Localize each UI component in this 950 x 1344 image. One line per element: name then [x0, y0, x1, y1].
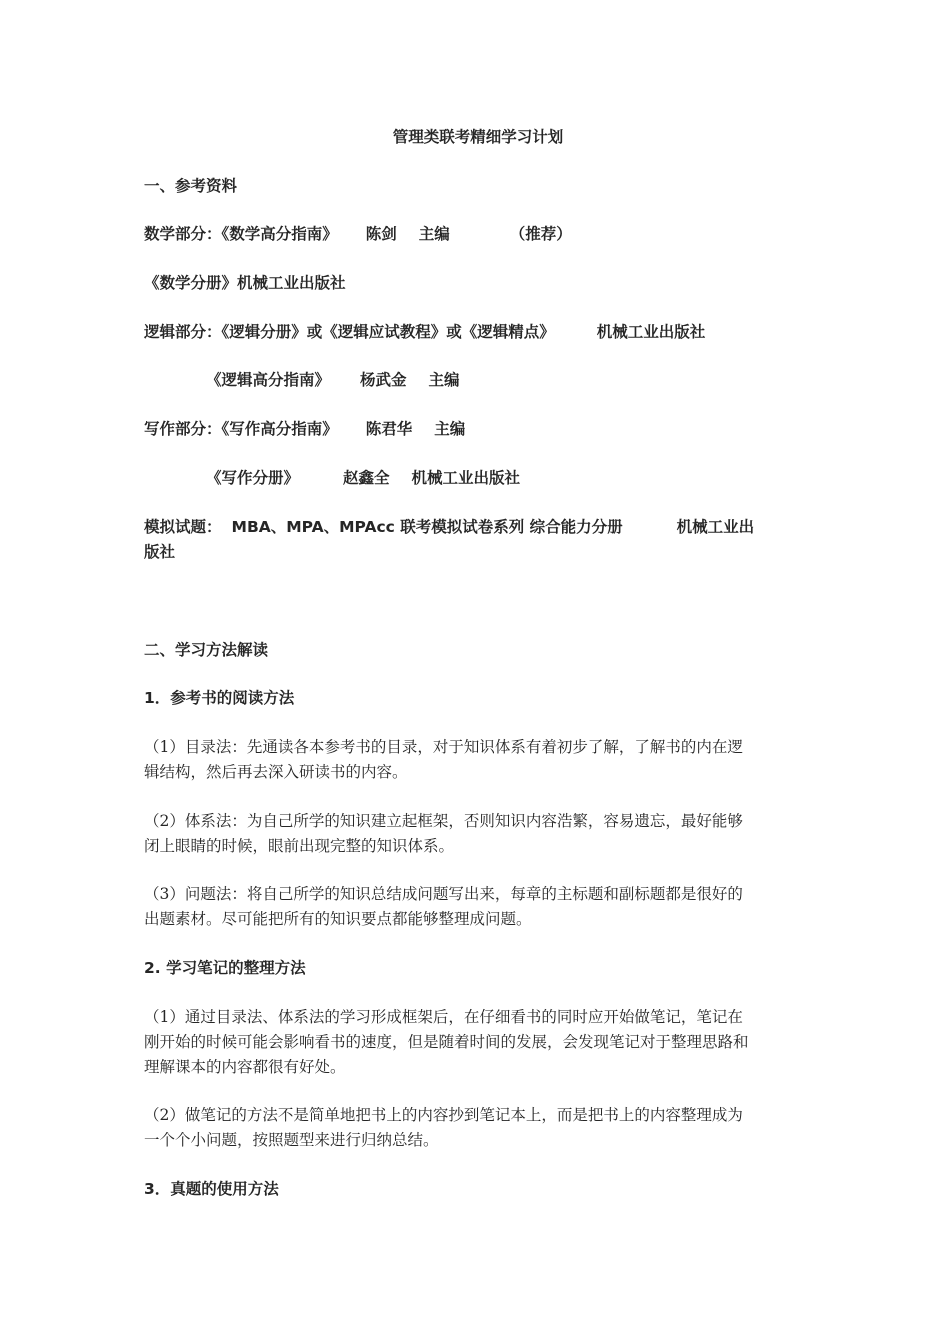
method-1-heading: 1．参考书的阅读方法	[144, 689, 295, 707]
writing-role: 主编	[434, 420, 466, 438]
section-heading-references: 一、参考资料	[144, 177, 238, 195]
mock-exam-line-2: 版社	[144, 543, 176, 561]
method-1-para-3-line-1: （3）问题法：将自己所学的知识总结成问题写出来，每章的主标题和副标题都是很好的	[144, 885, 743, 903]
method-2-para-2-line-2: 一个个小问题，按照题型来进行归纳总结。	[144, 1131, 439, 1149]
logic-books-label: 逻辑部分：《逻辑分册》或《逻辑应试教程》或《逻辑精点》	[144, 323, 555, 341]
writing-publisher-2: 机械工业出版社	[411, 469, 521, 487]
writing-author: 陈君华	[365, 420, 413, 438]
method-1-para-1-line-1: （1）目录法：先通读各本参考书的目录，对于知识体系有着初步了解，了解书的内在逻	[144, 738, 743, 756]
method-3-heading: 3．真题的使用方法	[144, 1180, 279, 1198]
math-role: 主编	[418, 225, 450, 243]
writing-references-line-2	[206, 466, 866, 491]
logic-references-line	[144, 320, 804, 345]
method-1-para-1-line-2: 辑结构，然后再去深入研读书的内容。	[144, 763, 408, 781]
mock-exam-series: MBA、MPA、MPAcc 联考模拟试卷系列 综合能力分册	[231, 518, 623, 536]
method-1-para-3-line-2: 出题素材。尽可能把所有的知识要点都能够整理成问题。	[144, 910, 532, 928]
method-2-para-1-line-3: 理解课本的内容都很有好处。	[144, 1058, 346, 1076]
writing-book-2: 《写作分册》	[206, 469, 300, 487]
method-1-para-2-line-2: 闭上眼睛的时候，眼前出现完整的知识体系。	[144, 837, 455, 855]
mock-exam-line	[144, 515, 804, 540]
method-2-para-1-line-2: 刚开始的时候可能会影响看书的速度，但是随着时间的发展，会发现笔记对于整理思路和	[144, 1033, 749, 1051]
section-heading-methods: 二、学习方法解读	[144, 641, 269, 659]
writing-author-2: 赵鑫全	[343, 469, 390, 487]
math-book-label: 数学部分：《数学高分指南》	[144, 225, 338, 243]
logic-role-2: 主编	[428, 371, 460, 389]
logic-author-2: 杨武金	[360, 371, 407, 389]
logic-book-2: 《逻辑高分指南》	[206, 371, 331, 389]
logic-publisher: 机械工业出版社	[596, 323, 706, 341]
method-2-para-2-line-1: （2）做笔记的方法不是简单地把书上的内容抄到笔记本上，而是把书上的内容整理成为	[144, 1106, 743, 1124]
mock-exam-publisher: 机械工业出	[676, 518, 755, 536]
math-references-line-2: 《数学分册》机械工业出版社	[144, 274, 346, 292]
document-title: 管理类联考精细学习计划	[392, 128, 564, 146]
method-2-para-1-line-1: （1）通过目录法、体系法的学习形成框架后，在仔细看书的同时应开始做笔记，笔记在	[144, 1008, 743, 1026]
method-2-heading: 2. 学习笔记的整理方法	[144, 959, 306, 977]
math-references-line	[144, 222, 804, 247]
math-author: 陈剑	[365, 225, 397, 243]
mock-exam-label: 模拟试题：	[144, 518, 222, 536]
logic-references-line-2	[206, 368, 866, 393]
method-1-para-2-line-1: （2）体系法：为自己所学的知识建立起框架，否则知识内容浩繁，容易遗忘，最好能够	[144, 812, 743, 830]
writing-references-line	[144, 417, 804, 442]
math-recommend-note: （推荐）	[509, 225, 572, 243]
writing-book-label: 写作部分：《写作高分指南》	[144, 420, 338, 438]
